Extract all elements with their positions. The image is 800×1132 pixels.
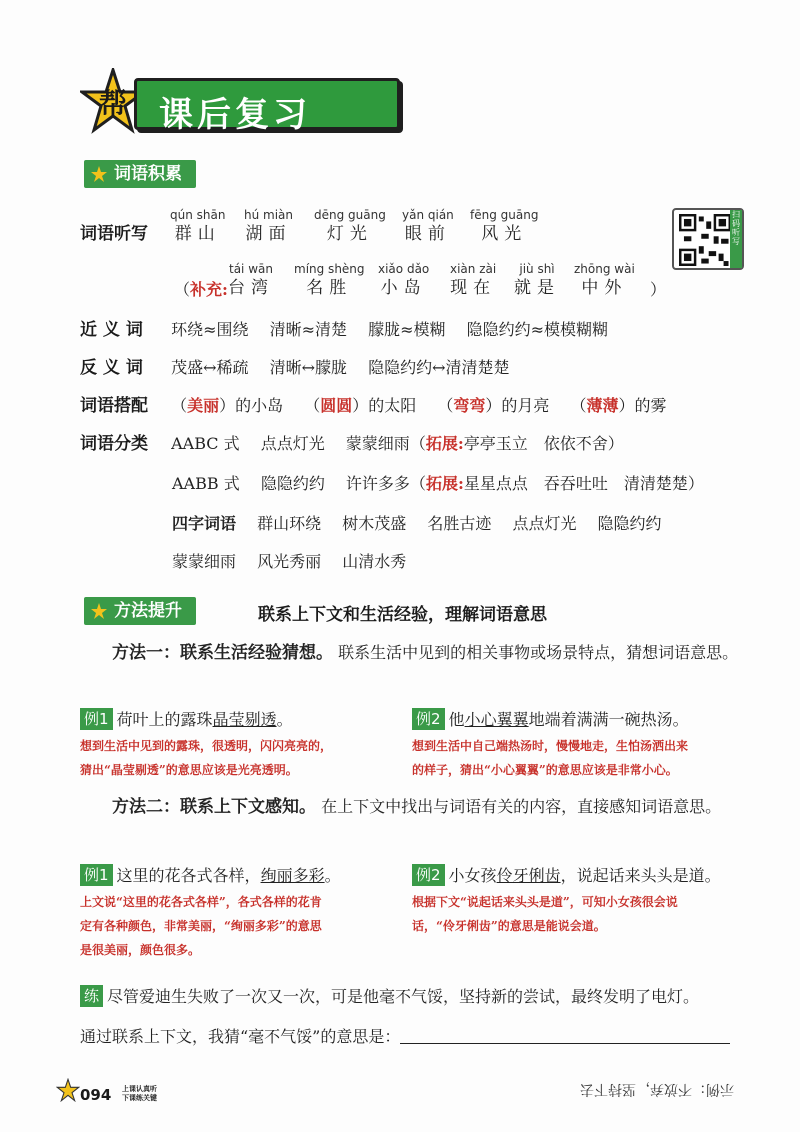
dictation-word: yǎn qián 眼前 xyxy=(402,208,454,244)
practice-sentence: 练 尽管爱迪生失败了一次又一次，可是他毫不气馁，坚持新的尝试，最终发明了电灯。 xyxy=(80,982,760,1012)
example-tag: 例2 xyxy=(412,864,445,886)
example-tag: 例1 xyxy=(80,708,113,730)
dictation-word: dēng guāng 灯光 xyxy=(314,208,386,244)
footer-answer: 示例：不放弃，坚持下去 xyxy=(580,1081,734,1097)
page-title: 课后复习 xyxy=(159,95,311,135)
antonyms-label: 反 义 词 xyxy=(80,358,143,378)
example-1: 例1 荷叶上的露珠晶莹剔透。 xyxy=(80,708,293,732)
classify-four-row-2: 蒙蒙细雨 风光秀丽 山清水秀 xyxy=(172,552,407,571)
practice-tag: 练 xyxy=(80,985,103,1007)
collocation-label: 词语搭配 xyxy=(80,396,148,416)
method1-paragraph: 方法一：联系生活经验猜想。 联系生活中见到的相关事物或场景特点，猜想词语意思。 xyxy=(112,643,739,663)
example-tag: 例1 xyxy=(80,864,113,886)
section-tag-vocab xyxy=(84,160,196,188)
star-icon xyxy=(90,602,108,620)
synonyms-label: 近 义 词 xyxy=(80,320,143,340)
supplement-label: 补充: xyxy=(190,280,228,299)
supplement-word: xiàn zài 现在 xyxy=(450,262,497,298)
antonyms-row: 反 义 词 茂盛↔稀疏 清晰↔朦胧 隐隐约约↔清清楚楚 xyxy=(80,358,510,378)
synonyms-row: 近 义 词 环绕≈围绕 清晰≈清楚 朦胧≈模糊 隐隐约约≈模模糊糊 xyxy=(80,320,609,340)
example-3: 例1 这里的花各式各样，绚丽多彩。 xyxy=(80,864,341,888)
method2-paragraph: 方法二：联系上下文感知。 在上下文中找出与词语有关的内容，直接感知词语意思。 xyxy=(112,797,722,817)
qr-code-icon xyxy=(679,214,731,266)
section-tag-label: 方法提升 xyxy=(114,601,182,621)
page-number: 094 xyxy=(80,1086,112,1104)
practice-question: 通过联系上下文，我猜“毫不气馁”的意思是： xyxy=(80,1022,730,1052)
supplement-open: （补充: xyxy=(174,280,228,299)
section-tag-method xyxy=(84,597,196,625)
header-banner xyxy=(134,78,400,135)
qr-code-box[interactable] xyxy=(672,208,744,270)
answer-blank[interactable] xyxy=(400,1026,730,1044)
collocation-row: 词语搭配 （美丽）的小岛 （圆圆）的太阳 （弯弯）的月亮 （薄薄）的雾 xyxy=(80,396,667,416)
dictation-word: qún shān 群山 xyxy=(170,208,226,244)
supplement-word: zhōng wài 中外 xyxy=(574,262,635,298)
qr-side-label: 扫码听写 xyxy=(730,210,742,268)
classify-aabc-row: 词语分类 AABC 式 点点灯光 蒙蒙细雨（拓展:亭亭玉立 依依不舍） xyxy=(80,434,624,454)
example-tag: 例2 xyxy=(412,708,445,730)
dictation-label: 词语听写 xyxy=(80,224,148,244)
footer-star-icon xyxy=(56,1078,80,1102)
example-1-note: 想到生活中见到的露珠，很透明，闪闪亮亮的， 猜出“晶莹剔透”的意思应该是光亮透明。 xyxy=(80,739,333,777)
method-title: 联系上下文和生活经验，理解词语意思 xyxy=(258,605,547,625)
classify-aabb-row: AABB 式 隐隐约约 许许多多（拓展:星星点点 吞吞吐吐 清清楚楚） xyxy=(172,474,704,493)
footer-brand: 上课认真听 下课练关键 xyxy=(122,1085,157,1102)
header-badge: 帮 xyxy=(98,87,127,120)
supplement-word: xiǎo dǎo 小岛 xyxy=(378,262,430,298)
classify-label: 词语分类 xyxy=(80,434,148,454)
supplement-close: ） xyxy=(650,280,667,299)
classify-four-row: 四字词语 群山环绕 树木茂盛 名胜古迹 点点灯光 隐隐约约 xyxy=(172,514,662,533)
dictation-word: hú miàn 湖面 xyxy=(244,208,294,244)
example-2: 例2 他小心翼翼地端着满满一碗热汤。 xyxy=(412,708,689,732)
star-icon xyxy=(90,165,108,183)
section-tag-label: 词语积累 xyxy=(114,164,182,184)
dictation-row xyxy=(80,222,166,246)
supplement-word: míng shèng 名胜 xyxy=(294,262,365,298)
example-4-note: 根据下文“说起话来头头是道”，可知小女孩很会说 话，“伶牙俐齿”的意思是能说会道。 xyxy=(412,895,678,933)
example-4: 例2 小女孩伶牙俐齿，说起话来头头是道。 xyxy=(412,864,721,888)
supplement-word: jiù shì 就是 xyxy=(514,262,560,298)
dictation-word: fēng guāng 风光 xyxy=(470,208,539,244)
example-2-note: 想到生活中自己端热汤时，慢慢地走，生怕汤洒出来 的样子，猜出“小心翼翼”的意思应该是非常小心。 xyxy=(412,739,689,777)
supplement-word: tái wān 台湾 xyxy=(228,262,274,298)
example-3-note: 上文说“这里的花各式各样”，各式各样的花肯 定有各种颜色，非常美丽，“绚丽多彩”的意思 是很美丽，颜色很多。 xyxy=(80,895,322,957)
